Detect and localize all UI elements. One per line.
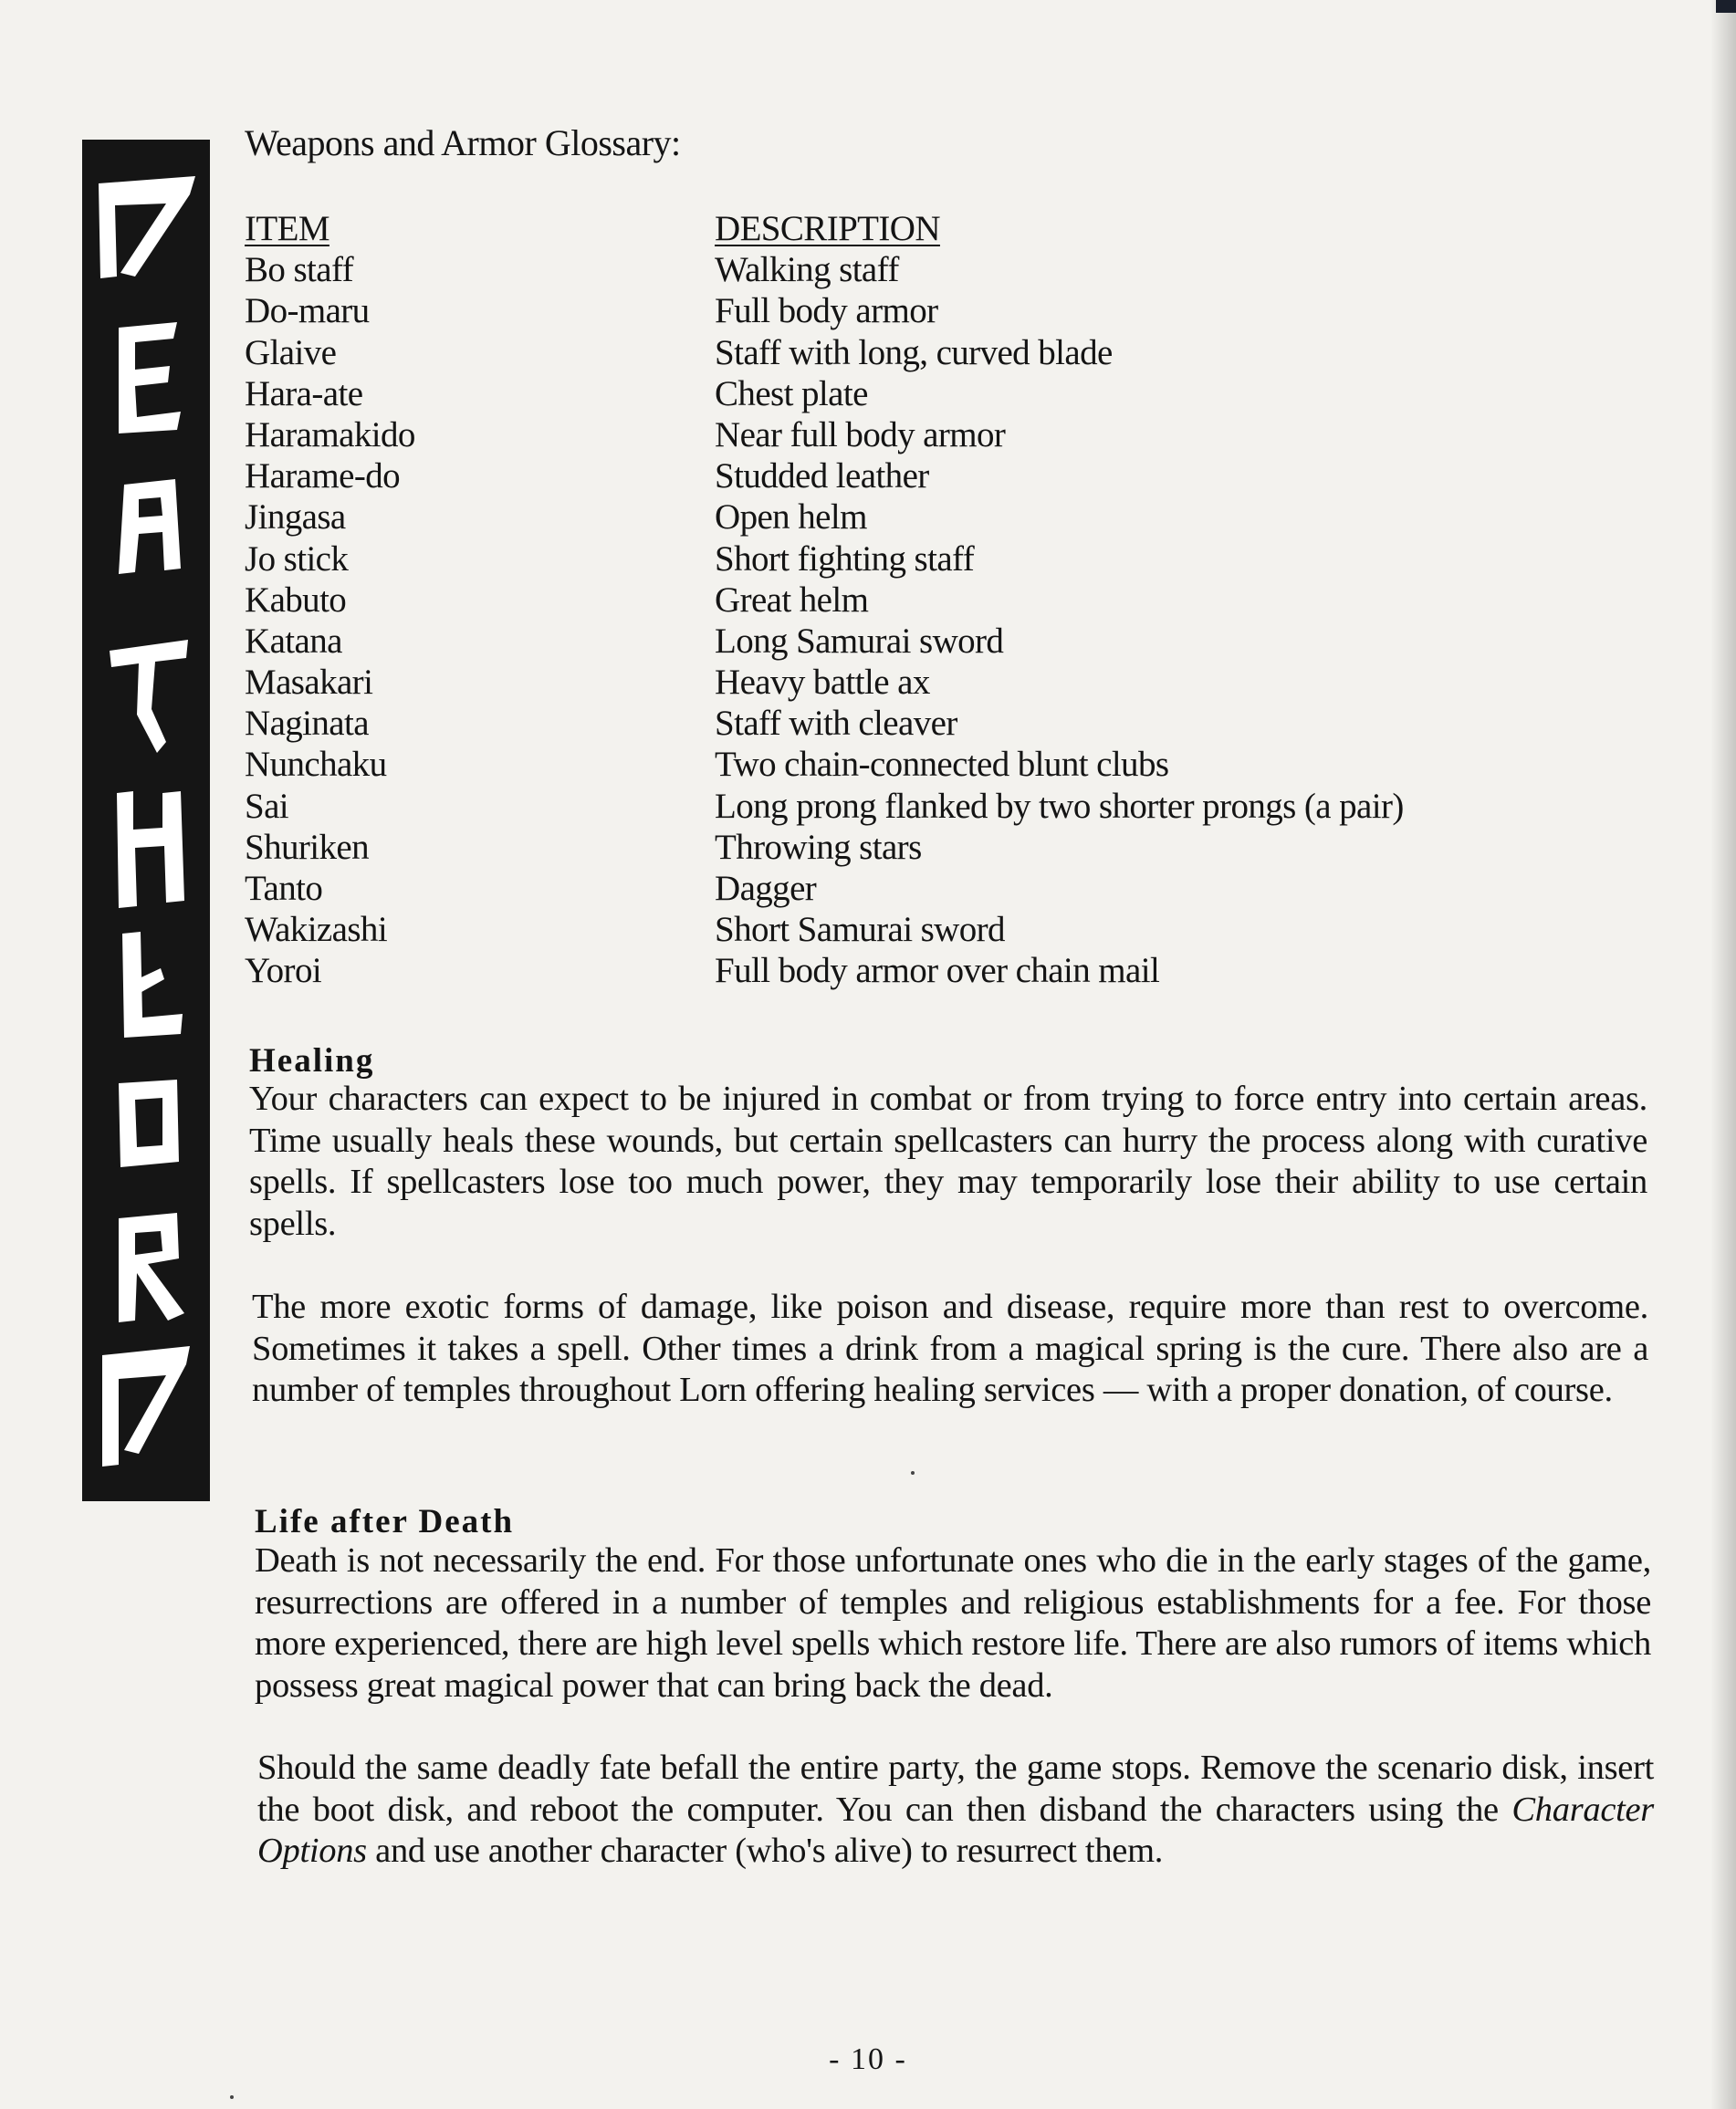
glossary-description: Long prong flanked by two shorter prongs (a pair): [715, 786, 1404, 826]
healing-paragraph-2: The more exotic forms of damage, like poison and disease, require more than rest to overcome. Sometimes it takes a spell. Other times a drink from a magical spring is the cure. There also are a number of temples throughout Lorn offering healing services — with a proper donation, of course.: [252, 1288, 1648, 1409]
column-header-item: ITEM: [245, 209, 329, 248]
deathlord-logo: [82, 140, 210, 1501]
glossary-item: Kabuto: [245, 579, 347, 620]
paper-speck: [230, 2095, 234, 2099]
glossary-row: [245, 744, 1614, 785]
glossary-description: Great helm: [715, 579, 869, 620]
life-after-death-paragraph-2: [257, 1748, 1654, 1873]
glossary-row: [245, 290, 1614, 331]
glossary-description: Dagger: [715, 869, 817, 908]
glossary-row: [245, 621, 1614, 662]
column-header-description: DESCRIPTION: [715, 209, 940, 248]
paragraph-text: Should the same deadly fate befall the entire party, the game stops. Remove the scenario disk, insert the boot disk, and reboot the computer. You can then disband the characters using the: [257, 1749, 1654, 1829]
scan-corner: [1716, 0, 1736, 13]
glossary-item: Bo staff: [245, 250, 354, 290]
glossary-item: Sai: [245, 786, 289, 826]
glossary-row: [245, 827, 1614, 868]
glossary-description: Staff with long, curved blade: [715, 332, 1113, 372]
glossary-row: [245, 703, 1614, 744]
healing-heading: Healing: [249, 1042, 375, 1080]
glossary-item: Shuriken: [245, 827, 370, 867]
glossary-item: Jo stick: [245, 538, 349, 579]
glossary-description: Long Samurai sword: [715, 621, 1004, 661]
glossary-row: [245, 455, 1614, 496]
glossary-row: [245, 868, 1614, 909]
glossary-row: [245, 909, 1614, 950]
glossary-row: [245, 496, 1614, 538]
glossary-item: Hara-ate: [245, 373, 363, 413]
glossary-item: Katana: [245, 621, 342, 661]
glossary-description: Heavy battle ax: [715, 663, 930, 703]
glossary-item: Tanto: [245, 869, 323, 908]
life-after-death-heading: Life after Death: [255, 1503, 515, 1540]
glossary-description: Chest plate: [715, 373, 868, 413]
glossary-description: Full body armor over chain mail: [715, 951, 1160, 991]
glossary-item: Harame-do: [245, 456, 401, 496]
page-edge-shadow: [1710, 0, 1736, 2109]
glossary-item: Jingasa: [245, 497, 346, 538]
glossary-description: Two chain-connected blunt clubs: [715, 745, 1169, 785]
glossary-row: [245, 538, 1614, 579]
glossary-item: Nunchaku: [245, 745, 387, 785]
glossary-table: [245, 208, 1614, 992]
glossary-item: Wakizashi: [245, 910, 388, 950]
glossary-item: Haramakido: [245, 414, 415, 454]
page-number: - 10 -: [829, 2042, 907, 2076]
glossary-description: Short fighting staff: [715, 538, 975, 579]
glossary-item: Masakari: [245, 663, 373, 703]
glossary-row: [245, 579, 1614, 621]
glossary-row: [245, 373, 1614, 414]
glossary-row: [245, 662, 1614, 703]
life-after-death-paragraph-1: Death is not necessarily the end. For those unfortunate ones who die in the early stages of the game, resurrections are offered in a number of temples and religious establishments for a fee. For those more experienced, there are high level spells which restore life. There are also rumors of items which possess great magical power that can bring back the dead.: [255, 1541, 1651, 1705]
paragraph-text: and use another character (who's alive) to resurrect them.: [366, 1832, 1164, 1870]
healing-paragraph-1: Your characters can expect to be injured in combat or from trying to force entry into certain areas. Time usually heals these wounds, but certain spellcasters can hurry the process along with curative spells. If spellcasters lose too much power, they may temporarily lose their ability to use certain spells.: [249, 1080, 1647, 1243]
glossary-description: Staff with cleaver: [715, 704, 957, 744]
glossary-item: Naginata: [245, 704, 369, 744]
glossary-description: Short Samurai sword: [715, 910, 1005, 950]
glossary-item: Yoroi: [245, 951, 322, 991]
paper-speck: [911, 1471, 915, 1475]
character-options-emphasis: Character Options: [257, 1790, 1654, 1870]
glossary-item: Glaive: [245, 332, 337, 372]
glossary-title: Weapons and Armor Glossary:: [245, 122, 681, 163]
glossary-description: Near full body armor: [715, 414, 1006, 454]
glossary-description: Open helm: [715, 497, 867, 538]
glossary-description: Full body armor: [715, 291, 938, 331]
glossary-row: [245, 414, 1614, 455]
glossary-item: Do-maru: [245, 291, 370, 331]
glossary-row: [245, 249, 1614, 290]
glossary-row: [245, 332, 1614, 373]
glossary-description: Studded leather: [715, 456, 929, 496]
glossary-description: Throwing stars: [715, 827, 922, 867]
glossary-row: [245, 950, 1614, 991]
glossary-header-row: [245, 208, 1614, 249]
glossary-row: [245, 786, 1614, 827]
glossary-description: Walking staff: [715, 250, 899, 290]
deathlord-banner: [82, 140, 210, 1501]
